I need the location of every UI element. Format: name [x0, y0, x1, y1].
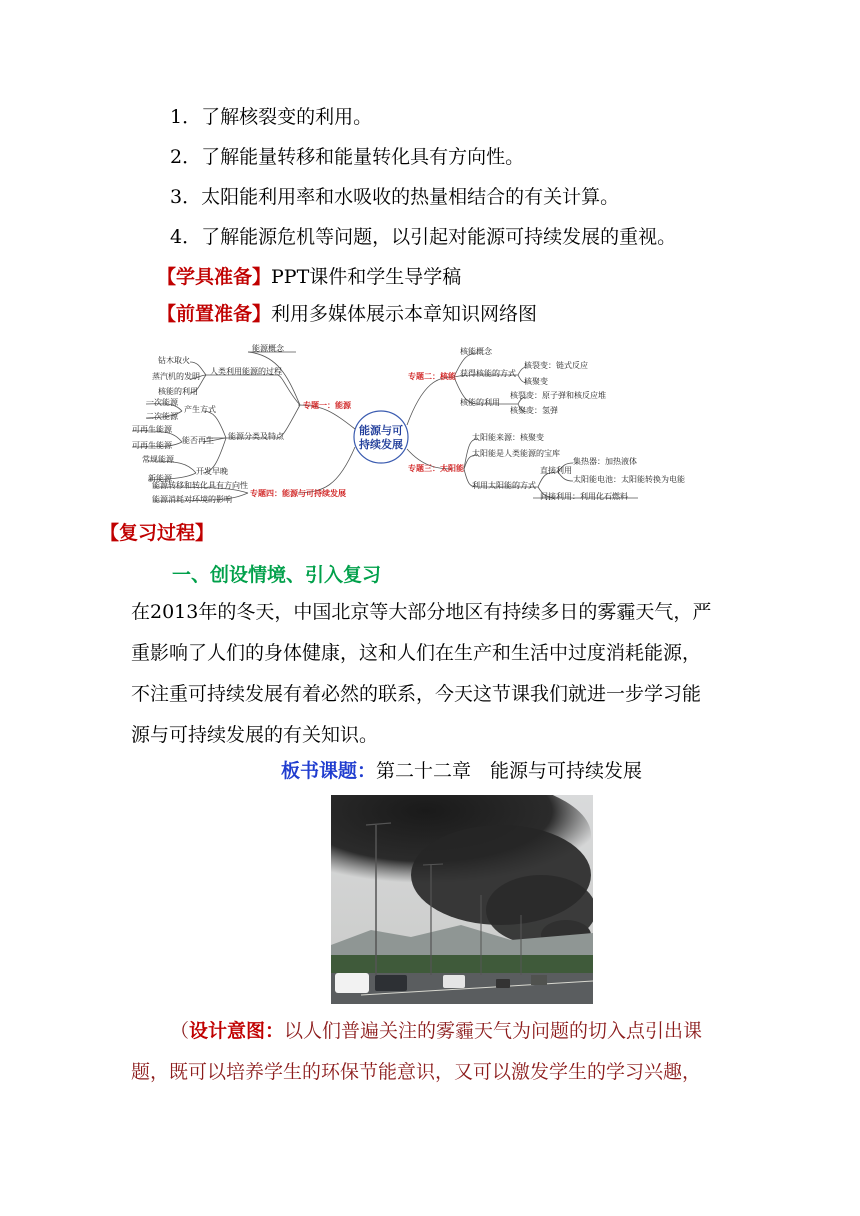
process-title: 【复习过程】: [100, 522, 215, 544]
mindmap-t3-indirect: 间接利用：利用化石燃料: [540, 492, 628, 501]
objective-3: 3．太阳能利用率和水吸收的热量相结合的有关计算。: [170, 186, 620, 208]
board-title: [281, 757, 642, 785]
mindmap-t4-b: 能源消耗对环境的影响: [152, 495, 232, 504]
tools-label: 【学具准备】: [157, 266, 272, 288]
mindmap-center: [358, 424, 404, 452]
mindmap-t1-w2: 二次能源: [146, 412, 178, 421]
mindmap-t2-u2: 核聚变：氢弹: [510, 406, 558, 415]
mindmap-topic4: 专题四：能源与可持续发展: [250, 489, 346, 498]
board-text: 第二十二章 能源与可持续发展: [376, 760, 643, 782]
intro-line-2: 重影响了人们的身体健康，这和人们在生产和生活中过度消耗能源，: [131, 642, 702, 664]
intro-line-3: 不注重可持续发展有着必然的联系，今天这节课我们就进一步学习能: [131, 683, 702, 705]
mindmap-t2-g2: 核聚变: [524, 377, 548, 386]
mindmap-t3-use: 利用太阳能的方式: [472, 481, 536, 490]
tools-line: [157, 263, 461, 291]
objective-1: 1．了解核裂变的利用。: [170, 106, 373, 128]
objective-2: 2．了解能量转移和能量转化具有方向性。: [170, 146, 525, 168]
mindmap-t2-concept: 核能概念: [460, 347, 492, 356]
mindmap-t1-w1: 一次能源: [146, 398, 178, 407]
design-open: （: [170, 1020, 190, 1042]
intro-line-4: 源与可持续发展的有关知识。: [131, 724, 379, 746]
mindmap-t3-direct: 直接利用: [540, 466, 572, 475]
mindmap-t1-concept: 能源概念: [252, 344, 284, 353]
mindmap-topic1: 专题一：能源: [303, 401, 351, 410]
mindmap-t4-a: 能源转移和转化具有方向性: [152, 481, 248, 490]
design-label: 设计意图：: [189, 1020, 285, 1042]
knowledge-mindmap: [118, 337, 698, 509]
mindmap-t1-k1: 常规能源: [142, 455, 174, 464]
mindmap-t1-process: 人类利用能源的过程: [210, 367, 282, 376]
mindmap-t1-renew: 能否再生: [182, 436, 214, 445]
section1-title: 一、创设情境、引入复习: [172, 564, 382, 586]
mindmap-topic3: 专题三：太阳能: [408, 464, 464, 473]
mindmap-t1-class: 能源分类及特点: [228, 432, 284, 441]
prep-text: 利用多媒体展示本章知识网络图: [271, 303, 538, 325]
mindmap-t3-src: 太阳能来源：核聚变: [472, 433, 544, 442]
mindmap-t2-use: 核能的利用: [460, 398, 500, 407]
objective-4: 4．了解能源危机等问题，以引起对能源可持续发展的重视。: [170, 226, 677, 248]
mindmap-t1-time: 开发早晚: [196, 467, 228, 476]
design-line-2: 题，既可以培养学生的环保节能意识，又可以激发学生的学习兴趣，: [131, 1061, 702, 1083]
mindmap-center-line1: 能源与可: [359, 424, 403, 437]
mindmap-t1-p3: 核能的利用: [158, 387, 198, 396]
mindmap-t3-store: 太阳能是人类能源的宝库: [472, 449, 560, 458]
mindmap-t2-u1: 核裂变：原子弹和核反应堆: [510, 391, 606, 400]
mindmap-t3-d2: 太阳能电池：太阳能转换为电能: [573, 475, 685, 484]
mindmap-t1-r1: 可再生能源: [132, 425, 172, 434]
mindmap-t3-d1: 集热器：加热液体: [573, 457, 637, 466]
smog-photo: [331, 795, 593, 1004]
mindmap-t1-r2: 可再生能源: [132, 441, 172, 450]
mindmap-t1-way: 产生方式: [184, 405, 216, 414]
tools-text: PPT课件和学生导学稿: [271, 266, 462, 288]
mindmap-center-line2: 持续发展: [359, 438, 403, 451]
intro-line-1: 在2013年的冬天，中国北京等大部分地区有持续多日的雾霾天气，严: [131, 601, 712, 623]
mindmap-t1-k2: 新能源: [148, 474, 172, 483]
mindmap-t1-p2: 蒸汽机的发明: [152, 372, 200, 381]
prep-label: 【前置准备】: [157, 303, 272, 325]
prep-line: [157, 300, 537, 328]
mindmap-t1-p1: 钻木取火: [158, 356, 190, 365]
mindmap-topic2: 专题二：核能: [408, 372, 456, 381]
board-label: 板书课题：: [281, 760, 377, 782]
mindmap-t2-g1: 核裂变：链式反应: [524, 361, 588, 370]
design-line-1: [170, 1011, 702, 1052]
mindmap-t2-get: 获得核能的方式: [460, 369, 516, 378]
design-text-1: 以人们普遍关注的雾霾天气为问题的切入点引出课: [284, 1020, 703, 1042]
